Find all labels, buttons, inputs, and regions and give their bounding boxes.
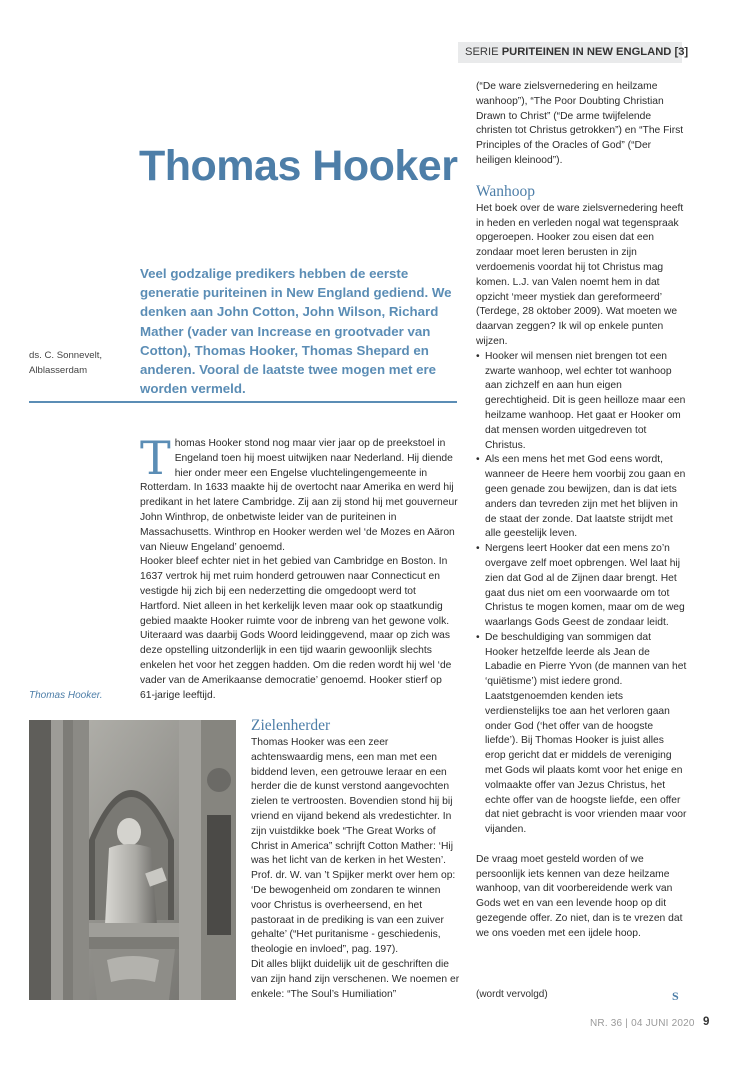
right-column	[476, 80, 687, 942]
wanhoop-heading: Wanhoop	[476, 182, 536, 200]
statue-photo	[29, 720, 236, 1000]
zielenherder-section	[251, 717, 463, 1002]
issue-info: NR. 36 | 04 JUNI 2020	[590, 1018, 695, 1029]
article-intro: Veel godzalige predikers hebben de eerste generatie puriteinen in New England gediend. We denken aan John Cotton, John Wilson, Richard Mather (vader van Increase en grootvader van Cotton), Thomas Hooker, Thomas Shepard en anderen. Vooral de laatste twee mogen met ere worden vermeld.	[140, 266, 452, 397]
bullet-item: • Hooker wil mensen niet brengen tot een zwarte wanhoop, wel echter tot wanhoop aan zichzelf en aan hun eigen gerechtigheid. Dit is geen heilloze maar een heilzame wanhoop. Het gaat er Hooker om dat mensen worden uitgedreven tot Christus.	[476, 350, 687, 454]
to-be-continued: (wordt vervolgd)	[476, 989, 548, 1000]
drop-cap: T	[140, 431, 171, 485]
author-name: ds. C. Sonnevelt,	[29, 350, 103, 361]
bullet-item: • De beschuldiging van sommigen dat Hooker hetzelfde leerde als Jean de Labadie en Pierre Yvon (de mannen van het ‘quiëtisme’) mist iedere grond. Laatstgenoemden kenden iets verdienstelijks toe aan het verloren gaan onder God (‘het offer van de hoogste liefde’). Bij Thomas Hooker is juist alles erop gericht dat er middels de vereniging met Gods wil plaats komt voor het enige en volmaakte offer van Jezus Christus, het echte offer van de hoogste liefde, een offer dat niet gebracht is voor vrienden maar voor vijanden.	[476, 631, 687, 838]
statue-illustration	[29, 720, 236, 1000]
main-paragraph-2: Hooker bleef echter niet in het gebied van Cambridge en Boston. In 1637 vertrok hij met ruim honderd getrouwen naar Connecticut en vestigde hij zich bij een nederzetting die omgedoopt werd tot Hartford. Niet alleen in het kerkelijk leven maar ook op staatkundig gebied maakte Hooker ruimte voor de inbreng van het gewone volk. Uiteraard was daarbij Gods Woord leidinggevend, maar op zich was deze opstelling uitzonderlijk in een tijd waarin gewoonlijk slechts enkelen het voor het zeggen hadden. Om die reden wordt hij wel ‘de vader van de Amerikaanse democratie’ genoemd. Hooker stierf op 61-jarige leeftijd.	[140, 556, 452, 701]
end-mark-icon: S	[672, 989, 679, 1003]
bullet-item: • Als een mens het met God eens wordt, wanneer de Heere hem voorbij zou gaan en geen genade zou bewijzen, dan is dat iets anders dan tevreden zijn met het blijven in de staat der zonde. Dat laatste strijdt met alle geestelijk leven.	[476, 453, 687, 542]
main-column	[140, 431, 458, 703]
author-location: Alblasserdam	[29, 365, 88, 376]
wanhoop-paragraph: Het boek over de ware zielsvernedering heeft in heden en verleden nogal wat tegenspraak opgeroepen. Hooker zou eisen dat een zondaar moet leren berusten in zijn verdoemenis voordat hij tot Christus mag komen. L.J. van Valen noemt hem in dat opzicht ‘meer mystiek dan gereformeerd’ (Terdege, 28 oktober 2009). Wat moeten we daarvan zeggen? Ik wil op enkele punten wijzen.	[476, 202, 684, 347]
zielenherder-paragraph-2: Dit alles blijkt duidelijk uit de geschriften die van zijn hand zijn verschenen. We noemen er enkele: “The Soul’s Humiliation”	[251, 958, 460, 1000]
photo-caption: Thomas Hooker.	[29, 690, 103, 701]
series-title: PURITEINEN IN NEW ENGLAND [3]	[501, 46, 689, 58]
series-tag	[458, 42, 689, 63]
series-prefix: SERIE	[465, 46, 499, 58]
wanhoop-bullet-list	[476, 350, 687, 838]
author-byline	[29, 348, 129, 378]
closing-paragraph: De vraag moet gesteld worden of we persoonlijk iets kennen van deze heilzame wanhoop, van dit voorbereidende werk van Gods wet en van een levende hoop op dit gezegende offer. Zo niet, dan is te vrezen dat we ons voeden met een ijdele hoop.	[476, 853, 683, 939]
page-number: 9	[703, 1016, 710, 1028]
zielenherder-heading: Zielenherder	[251, 717, 331, 734]
main-paragraph-1-text: homas Hooker stond nog maar vier jaar op de preekstoel in Engeland toen hij moest uitwijken naar Nederland. Hij diende hier onder meer een Engelse vluchtelingengemeente in Rotterdam. In 1633 maakte hij de overtocht naar Amerika en werd hij predikant in het latere Cambridge. Zij aan zij stond hij met gouverneur John Winthrop, de onbetwiste leider van de puriteinen in Massachusetts. Winthrop en Hooker werden wel ‘de Mozes en Aäron van Nieuw Engeland’ genoemd.	[140, 438, 458, 553]
paragraph-gap	[476, 838, 687, 853]
article-title: Thomas Hooker	[139, 142, 458, 190]
main-paragraph-1	[140, 431, 458, 555]
bullet-item: • Nergens leert Hooker dat een mens zo’n overgave zelf moet opbrengen. Wel laat hij zien dat God al de Zijnen daar brengt. Het gaat dus niet om een voorwaarde om tot Christus te mogen komen, maar om de weg waarlangs Gods Geest de zondaar leidt.	[476, 542, 687, 631]
zielenherder-paragraph-1: Thomas Hooker was een zeer achtenswaardig mens, een man met een biddend leven, een getrouwe leraar en een herder die de kunst verstond aangevochten zielen te vertroosten. Bovendien stond hij bij vriend en vijand bekend als vredestichter. In zijn vuistdikke boek “The Great Works of Christ in America” schrijft Cotton Mather: ‘Hij was het licht van de kerken in het Westen’. Prof. dr. W. van ’t Spijker merkt over hem op: ‘De bewogenheid om zondaren te winnen voor Christus is overheersend, en het pastoraat in de prediking is van een zuiver gehalte’ (“Het puritanisme - geschiedenis, theologie en invloed”, pag. 197).	[251, 737, 456, 956]
right-paragraph-1: (“De ware zielsvernedering en heilzame wanhoop”), “The Poor Doubting Christian Drawn to Christ” (“De arme twijfelende christen tot Christus getrokken”) en “The First Principles of the Oracles of God” (“Der heiligen kleinood”).	[476, 81, 684, 166]
section-divider	[29, 401, 457, 403]
